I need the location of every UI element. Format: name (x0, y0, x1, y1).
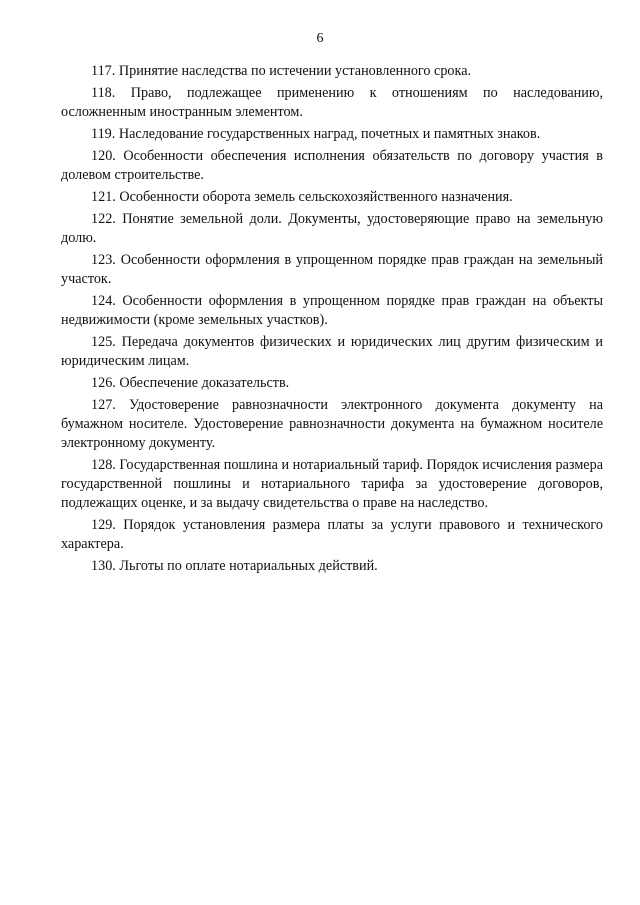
list-item: 123. Особенности оформления в упрощенном порядке прав граждан на земельный участок. (61, 252, 603, 287)
list-item: 129. Порядок установления размера платы за услуги правового и технического характера. (61, 517, 603, 552)
list-item: 128. Государственная пошлина и нотариальный тариф. Порядок исчисления размера государственной пошлины и нотариального тарифа за удостоверение договоров, подлежащих оценке, и за выдачу свидетельства о праве на наследство. (61, 457, 603, 511)
list-item: 125. Передача документов физических и юридических лиц другим физическим и юридическим лицам. (61, 334, 603, 369)
list-item: 122. Понятие земельной доли. Документы, удостоверяющие право на земельную долю. (61, 211, 603, 246)
item-list (61, 62, 603, 579)
page-number: 6 (316, 31, 324, 46)
list-item: 121. Особенности оборота земель сельскохозяйственного назначения. (91, 189, 513, 205)
list-item: 130. Льготы по оплате нотариальных действий. (91, 558, 378, 574)
list-item: 124. Особенности оформления в упрощенном порядке прав граждан на объекты недвижимости (кроме земельных участков). (61, 293, 603, 328)
list-item: 127. Удостоверение равнозначности электронного документа документу на бумажном носителе. Удостоверение равнозначности документа на бумажном носителе электронному документу. (61, 397, 603, 451)
list-item: 117. Принятие наследства по истечении установленного срока. (91, 63, 472, 79)
list-item: 126. Обеспечение доказательств. (91, 375, 290, 391)
list-item: 120. Особенности обеспечения исполнения обязательств по договору участия в долевом строительстве. (61, 148, 603, 183)
list-item: 119. Наследование государственных наград, почетных и памятных знаков. (91, 126, 541, 142)
list-item: 118. Право, подлежащее применению к отношениям по наследованию, осложненным иностранным элементом. (61, 85, 603, 120)
